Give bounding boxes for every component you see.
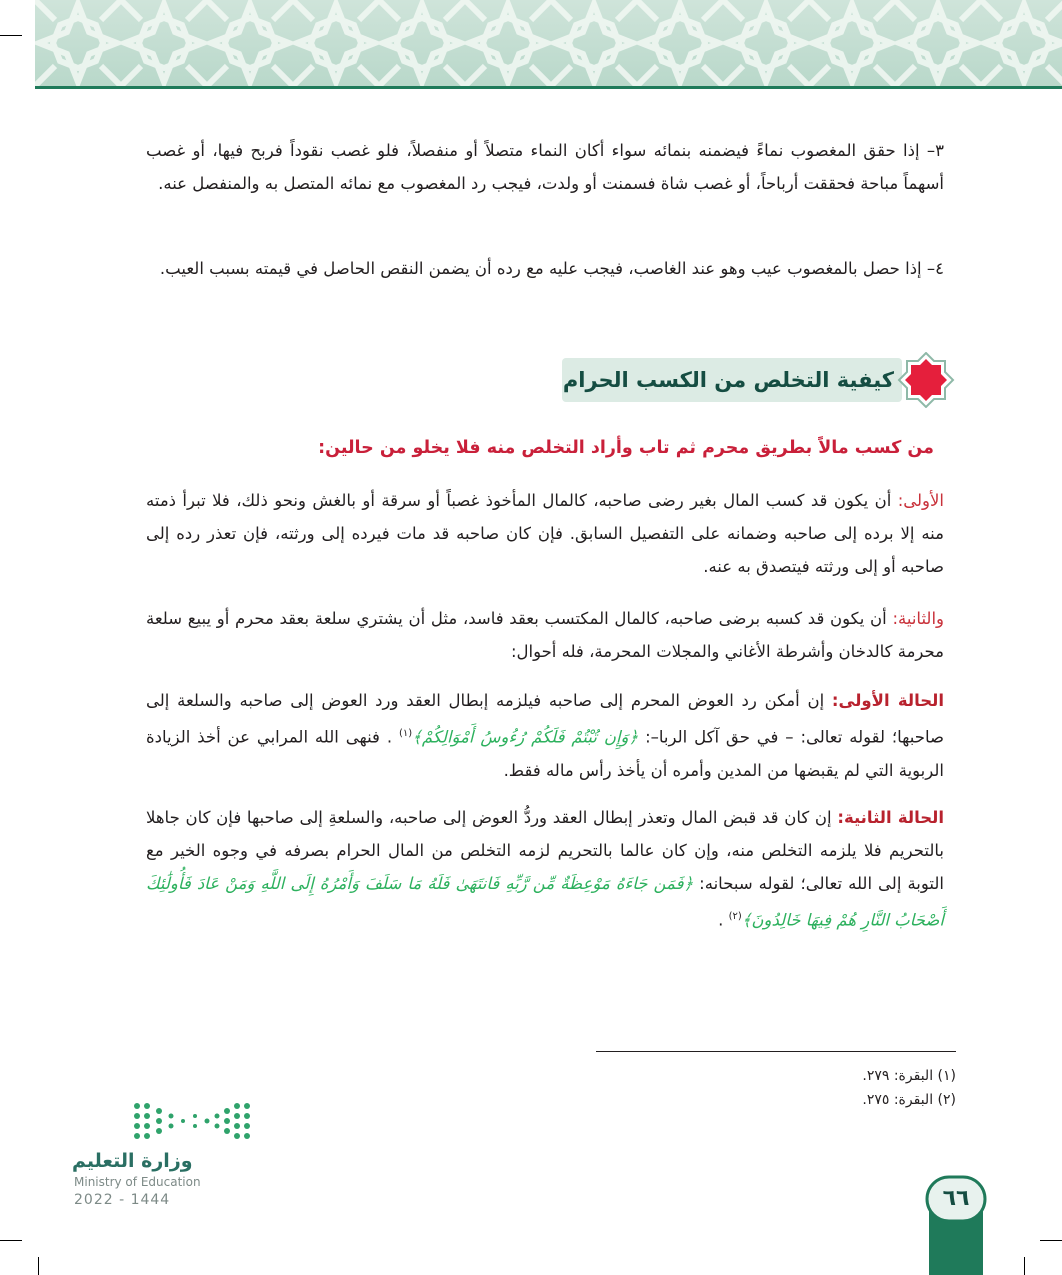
case-one-label: الحالة الأولى: bbox=[831, 691, 945, 710]
ministry-dots-logo-icon bbox=[72, 1098, 252, 1142]
crop-mark bbox=[0, 1240, 22, 1241]
paragraph-3-text: ٣– إذا حقق المغصوب نماءً فيضمنه بنمائه سواء أكان النماء متصلاً أو منفصلاً، فلو غصب نقوداً فربح فيها، أو غصب أسهماً مباحة فحققت أرباحاً، أو غصب شاة فسمنت أو ولدت، فيجب رد المغصوب مع نمائه المتصل به والمنفصل عنه. bbox=[146, 141, 944, 193]
case-one bbox=[146, 684, 944, 787]
page-number-tab bbox=[925, 1175, 987, 1275]
footnotes bbox=[596, 1064, 956, 1112]
ministry-name-english: Ministry of Education bbox=[74, 1175, 201, 1189]
first-condition-label: الأولى: bbox=[897, 491, 944, 510]
section-heading-text: كيفية التخلص من الكسب الحرام bbox=[562, 368, 894, 392]
case-one-text: إن أمكن رد العوض المحرم إلى صاحبه فيلزمه إبطال العقد ورد العوض إلى صاحبه والسلعة إلى صاحبها؛ لقوله تعالى: – في حق آكل الربا–: bbox=[146, 691, 944, 747]
paragraph-3 bbox=[146, 134, 944, 200]
octagram-badge-icon bbox=[896, 352, 956, 408]
header-pattern-band bbox=[35, 0, 1062, 86]
crop-mark bbox=[1024, 1257, 1025, 1275]
second-condition-label: والثانية: bbox=[892, 609, 944, 628]
case-two-footnote-ref: (٢) bbox=[728, 911, 742, 922]
footnote-1: (١) البقرة: ٢٧٩. bbox=[862, 1068, 956, 1084]
case-two-verse: ﴿فَمَن جَاءَهُ مَوْعِظَةٌ مِّن رَّبِّهِ فَانتَهَىٰ فَلَهُ مَا سَلَفَ وَأَمْرُهُ إِلَى اللَّهِ وَمَنْ عَادَ فَأُولَٰئِكَ أَصْحَابُ النَّارِ هُمْ فِيهَا خَالِدُونَ﴾ bbox=[146, 874, 944, 930]
page-number: ٦٦ bbox=[942, 1186, 970, 1211]
paragraph-4-text: ٤– إذا حصل بالمغصوب عيب وهو عند الغاصب، فيجب عليه مع رده أن يضمن النقص الحاصل في قيمته بسبب العيب. bbox=[159, 259, 944, 278]
case-one-verse: ﴿وَإِن تُبْتُمْ فَلَكُمْ رُءُوسُ أَمْوَالِكُمْ﴾ bbox=[412, 727, 639, 747]
header-rule bbox=[35, 86, 1062, 89]
case-one-text-after: . فنهى الله المرابي عن أخذ الزيادة الربوية التي لم يقبضها من المدين وأمره أن يأخذ رأس ماله فقط. bbox=[146, 727, 944, 780]
case-one-footnote-ref: (١) bbox=[398, 728, 413, 739]
subheading: من كسب مالاً بطريق محرم ثم تاب وأراد التخلص منه فلا يخلو من حالين: bbox=[318, 438, 934, 458]
case-two-text: إن كان قد قبض المال وتعذر إبطال العقد وردُّ العوض إلى صاحبه، والسلعةِ إلى صاحبها فإن كان جاهلا بالتحريم فلا يلزمه التخلص منه، وإن كان عالما بالتحريم لزمه التخلص من المال الحرام بصرفه في وجوه الخير مع التوبة إلى الله تعالى؛ لقوله سبحانه: bbox=[146, 808, 944, 893]
case-two-text-after: . bbox=[718, 910, 729, 930]
geometric-pattern-icon bbox=[35, 0, 1062, 86]
crop-mark bbox=[38, 1257, 39, 1275]
case-two bbox=[146, 801, 944, 937]
footnote-2: (٢) البقرة: ٢٧٥. bbox=[862, 1092, 956, 1108]
first-condition-text: أن يكون قد كسب المال بغير رضى صاحبه، كالمال المأخوذ غصباً أو سرقة أو بالغش ونحو ذلك، فلا تبرأ ذمته منه إلا برده إلى صاحبه وضمانه على التفصيل السابق. فإن كان صاحبه قد مات فيرده إلى ورثته، فإن تعذر رده إلى صاحبه أو إلى ورثته فيتصدق به عنه. bbox=[146, 491, 944, 576]
first-condition bbox=[146, 484, 944, 583]
crop-mark bbox=[0, 35, 22, 36]
footnote-divider bbox=[596, 1051, 956, 1052]
crop-mark bbox=[1040, 1240, 1062, 1241]
ministry-year: 2022 - 1444 bbox=[74, 1192, 171, 1208]
section-heading bbox=[562, 352, 966, 408]
second-condition bbox=[146, 602, 944, 668]
case-two-label: الحالة الثانية: bbox=[837, 808, 945, 827]
ministry-name-arabic: وزارة التعليم bbox=[72, 1150, 193, 1172]
ministry-logo bbox=[72, 1098, 272, 1218]
paragraph-4 bbox=[146, 252, 944, 285]
second-condition-text: أن يكون قد كسبه برضى صاحبه، كالمال المكتسب بعقد فاسد، مثل أن يشتري سلعة بعقد محرم أو يبيع سلعة محرمة كالدخان وأشرطة الأغاني والمجلات المحرمة، فله أحوال: bbox=[146, 609, 944, 661]
